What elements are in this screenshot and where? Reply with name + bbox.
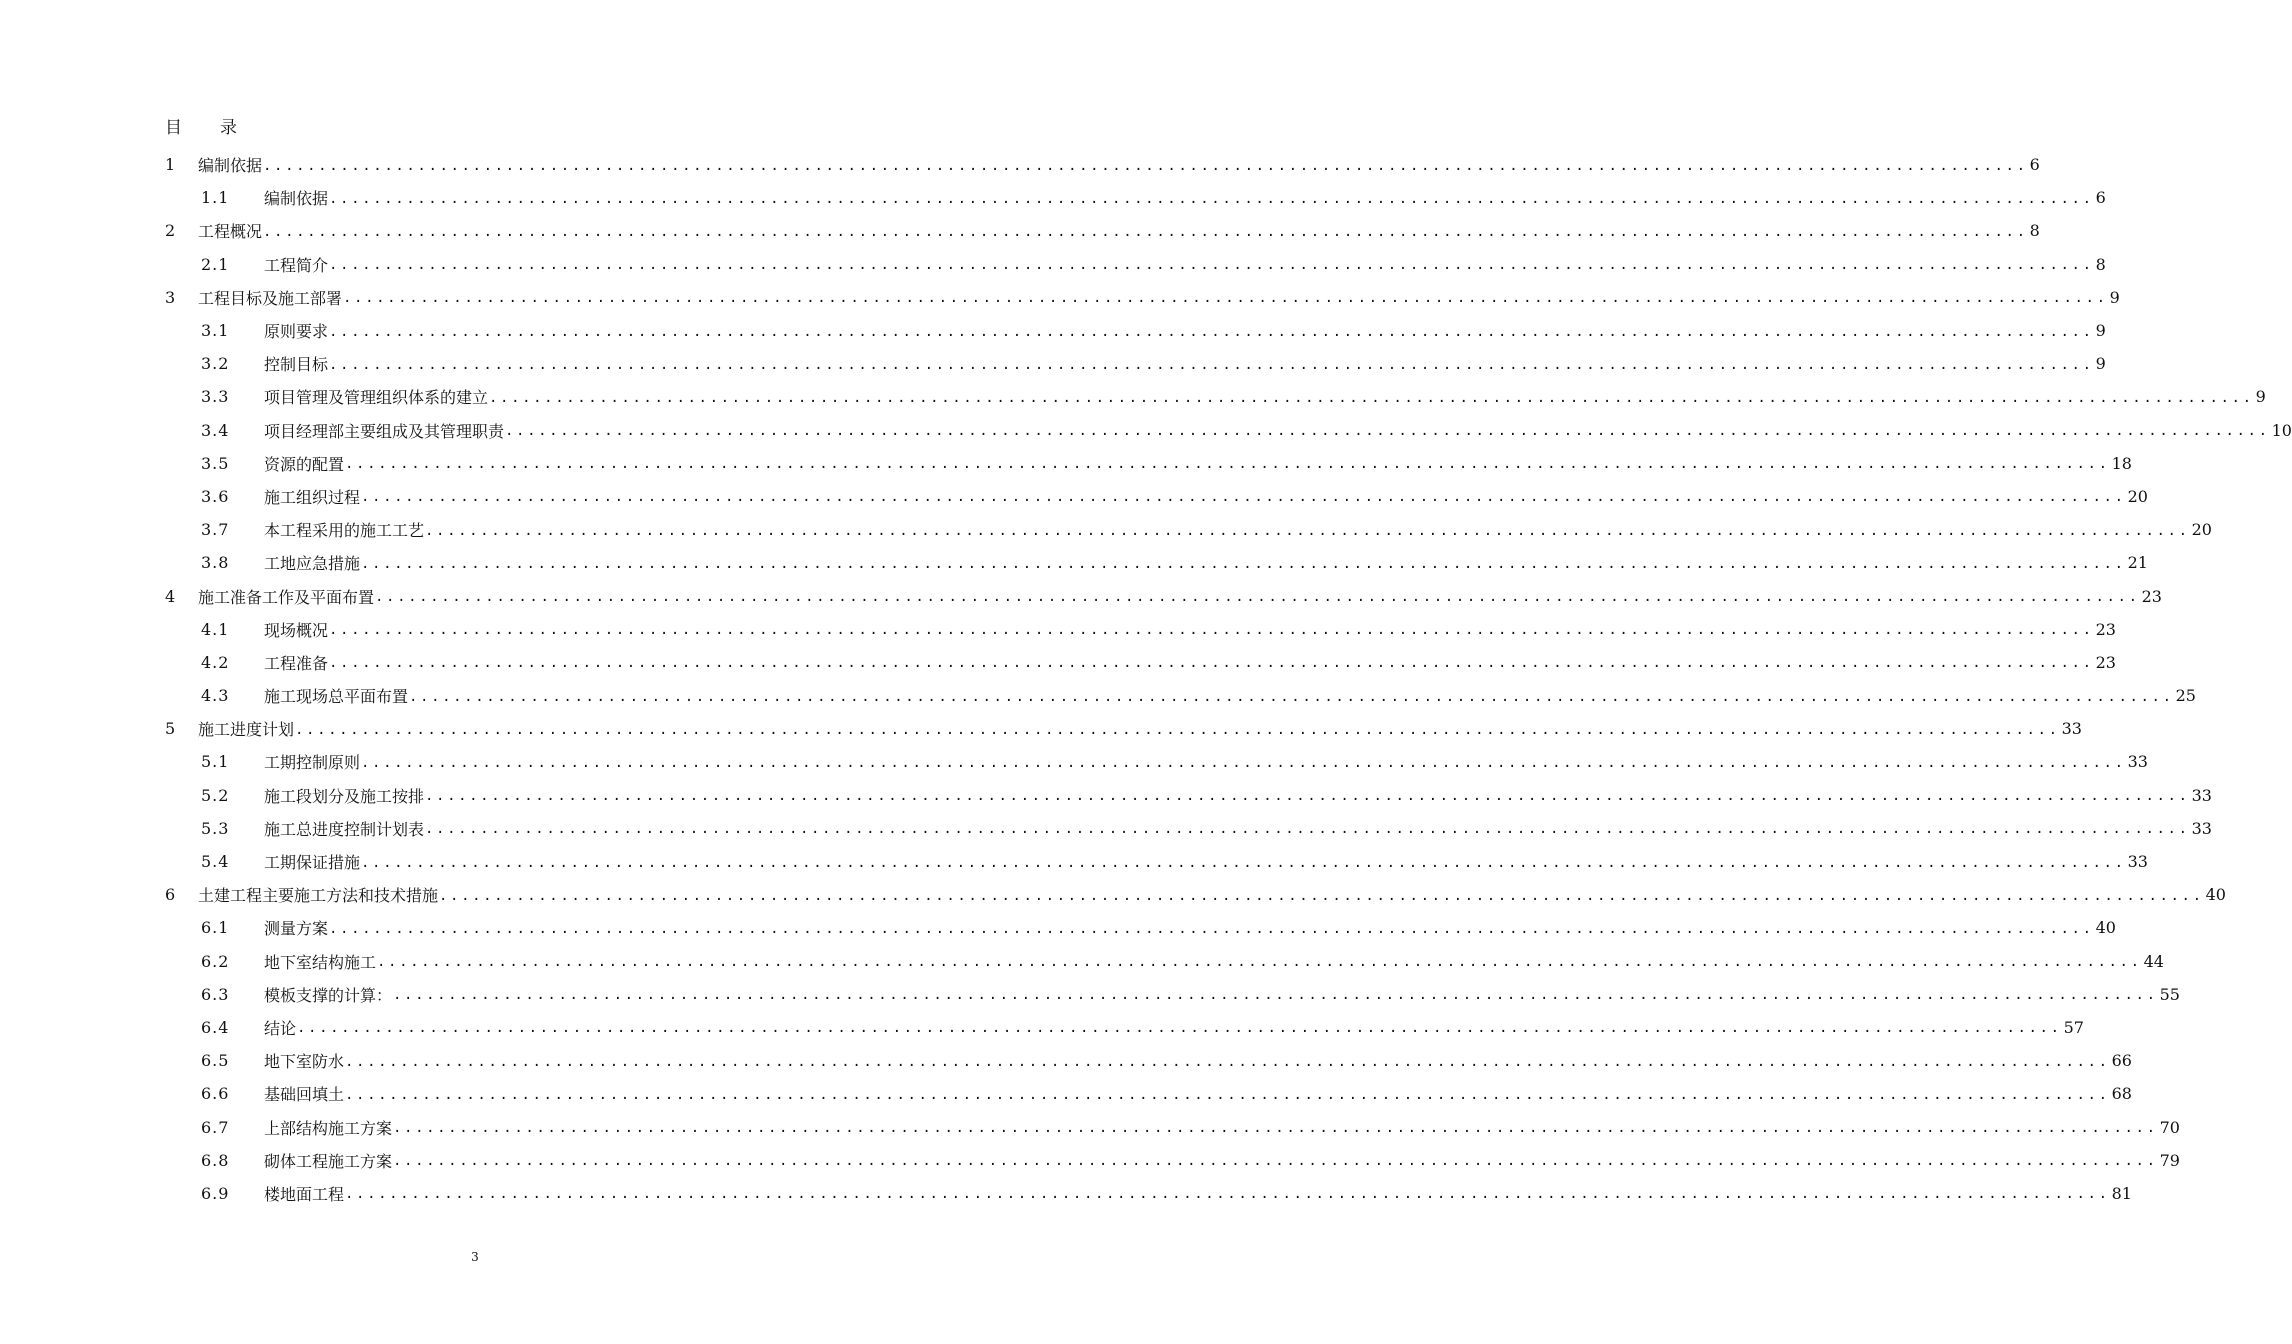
- toc-entry-number: 1: [165, 155, 176, 175]
- dot-leader: ................................................................................................................................................................: [361, 555, 2126, 572]
- toc-entry-title[interactable]: 编制依据: [198, 156, 263, 176]
- dot-leader: ................................................................................................................................................................: [345, 1186, 2110, 1203]
- toc-entry-page: 23: [2095, 619, 2116, 639]
- toc-entry-number: 6.9: [201, 1183, 230, 1203]
- toc-entry[interactable]: [165, 1011, 2084, 1044]
- toc-entry-page: 33: [2191, 785, 2212, 805]
- toc-entry-title[interactable]: 工程准备: [264, 653, 329, 673]
- page-number: 3: [471, 1250, 479, 1264]
- toc-entry-page: 68: [2111, 1084, 2132, 1104]
- toc-entry-page: 33: [2191, 818, 2212, 838]
- toc-entry[interactable]: [165, 447, 2132, 480]
- dot-leader: ................................................................................................................................................................: [297, 1020, 2062, 1037]
- toc-entry-page: 18: [2111, 453, 2132, 473]
- toc-entry-number: 3.5: [201, 453, 230, 473]
- toc-entry-title[interactable]: 施工现场总平面布置: [264, 687, 409, 707]
- toc-entry-page: 33: [2061, 719, 2082, 739]
- toc-entry[interactable]: [165, 945, 2164, 978]
- toc-entry-number: 6.6: [201, 1084, 230, 1104]
- dot-leader: ................................................................................................................................................................: [263, 223, 2028, 240]
- toc-entry-page: 6: [2029, 155, 2040, 175]
- toc-entry-title[interactable]: 施工组织过程: [264, 487, 361, 507]
- dot-leader: ................................................................................................................................................................: [439, 887, 2204, 904]
- toc-entry-title[interactable]: 测量方案: [264, 919, 329, 939]
- toc-entry-title[interactable]: 工期保证措施: [264, 853, 361, 873]
- toc-entry-number: 5.2: [201, 785, 230, 805]
- dot-leader: ................................................................................................................................................................: [329, 257, 2094, 274]
- toc-entry[interactable]: [165, 779, 2212, 812]
- toc-entry-number: 6: [165, 885, 176, 905]
- toc-entry-title[interactable]: 资源的配置: [264, 454, 345, 474]
- toc-entry-title[interactable]: 控制目标: [264, 355, 329, 375]
- toc-entry-page: 33: [2127, 852, 2148, 872]
- toc-entry[interactable]: [165, 845, 2148, 878]
- toc-entry-title[interactable]: 施工准备工作及平面布置: [198, 587, 375, 607]
- dot-leader: ................................................................................................................................................................: [393, 1120, 2158, 1137]
- toc-entry-page: 9: [2255, 387, 2266, 407]
- dot-leader: ................................................................................................................................................................: [425, 821, 2190, 838]
- toc-entry-page: 9: [2095, 321, 2106, 341]
- toc-entry-page: 57: [2063, 1017, 2084, 1037]
- dot-leader: ................................................................................................................................................................: [329, 356, 2094, 373]
- dot-leader: ................................................................................................................................................................: [393, 987, 2158, 1004]
- toc-entry-page: 10: [2271, 420, 2292, 440]
- toc-entry-title[interactable]: 楼地面工程: [264, 1184, 345, 1204]
- toc-entry-number: 6.7: [201, 1117, 230, 1137]
- dot-leader: ................................................................................................................................................................: [263, 157, 2028, 174]
- toc-entry[interactable]: [165, 347, 2106, 380]
- toc-entry-page: 66: [2111, 1051, 2132, 1071]
- toc-entry[interactable]: [165, 314, 2106, 347]
- dot-leader: ................................................................................................................................................................: [345, 1053, 2110, 1070]
- toc-entry-number: 6.8: [201, 1150, 230, 1170]
- toc-entry-page: 81: [2111, 1183, 2132, 1203]
- toc-entry-number: 6.4: [201, 1017, 230, 1037]
- toc-entry-title[interactable]: 上部结构施工方案: [264, 1118, 393, 1138]
- toc-entry-page: 40: [2205, 885, 2226, 905]
- toc-entry-number: 3.3: [201, 387, 230, 407]
- toc-entry-title[interactable]: 原则要求: [264, 322, 329, 342]
- toc-entry-title[interactable]: 结论: [264, 1018, 297, 1038]
- toc-entry[interactable]: [165, 414, 2292, 447]
- toc-entry-page: 70: [2159, 1117, 2180, 1137]
- toc-entry[interactable]: [165, 1177, 2132, 1210]
- toc-entry-number: 2: [165, 221, 176, 241]
- toc-entry-title[interactable]: 施工总进度控制计划表: [264, 819, 425, 839]
- toc-entry-title[interactable]: 本工程采用的施工工艺: [264, 521, 425, 541]
- toc-entry[interactable]: [165, 978, 2180, 1011]
- toc-entry[interactable]: [165, 1144, 2180, 1177]
- toc-entry-title[interactable]: 工程目标及施工部署: [198, 288, 343, 308]
- toc-entry[interactable]: [165, 380, 2266, 413]
- toc-entry-page: 25: [2175, 686, 2196, 706]
- toc-entry-title[interactable]: 现场概况: [264, 620, 329, 640]
- toc-entry[interactable]: [165, 646, 2116, 679]
- dot-leader: ................................................................................................................................................................: [345, 1086, 2110, 1103]
- toc-entry-title[interactable]: 土建工程主要施工方法和技术措施: [198, 886, 439, 906]
- toc-entry[interactable]: [165, 480, 2148, 513]
- toc-heading: [165, 116, 237, 140]
- toc-entry[interactable]: [165, 812, 2212, 845]
- toc-entry-page: 21: [2127, 553, 2148, 573]
- toc-entry[interactable]: [165, 181, 2106, 214]
- dot-leader: ................................................................................................................................................................: [361, 754, 2126, 771]
- dot-leader: ................................................................................................................................................................: [329, 655, 2094, 672]
- dot-leader: ................................................................................................................................................................: [425, 788, 2190, 805]
- toc-entry-title[interactable]: 工地应急措施: [264, 554, 361, 574]
- toc-entry[interactable]: [165, 546, 2148, 579]
- toc-entry[interactable]: [165, 712, 2082, 745]
- dot-leader: ................................................................................................................................................................: [345, 456, 2110, 473]
- toc-entry-number: 4.2: [201, 652, 230, 672]
- toc-entry-page: 55: [2159, 984, 2180, 1004]
- toc-entry-number: 3.2: [201, 354, 230, 374]
- dot-leader: ................................................................................................................................................................: [329, 190, 2094, 207]
- toc-entry[interactable]: [165, 579, 2162, 612]
- toc-entry-title[interactable]: 施工进度计划: [198, 720, 295, 740]
- dot-leader: ................................................................................................................................................................: [377, 954, 2142, 971]
- dot-leader: ................................................................................................................................................................: [329, 323, 2094, 340]
- dot-leader: ................................................................................................................................................................: [361, 489, 2126, 506]
- toc-entry-page: 6: [2095, 188, 2106, 208]
- toc-entry-number: 2.1: [201, 254, 230, 274]
- toc-entry[interactable]: [165, 148, 2040, 181]
- toc-entry-number: 3.1: [201, 321, 230, 341]
- toc-entry[interactable]: [165, 878, 2226, 911]
- toc-entry[interactable]: [165, 1077, 2132, 1110]
- toc-entry[interactable]: [165, 1044, 2132, 1077]
- toc-entry-number: 5.3: [201, 818, 230, 838]
- dot-leader: ................................................................................................................................................................: [295, 721, 2060, 738]
- dot-leader: ................................................................................................................................................................: [425, 522, 2190, 539]
- toc-entry-number: 3.7: [201, 520, 230, 540]
- toc-entry[interactable]: [165, 1110, 2180, 1143]
- toc-entry-number: 4.3: [201, 686, 230, 706]
- toc-entry-page: 9: [2095, 354, 2106, 374]
- toc-entry-title[interactable]: 工期控制原则: [264, 753, 361, 773]
- toc-entry-title[interactable]: 模板支撑的计算：: [264, 985, 393, 1005]
- toc-entry-page: 23: [2141, 586, 2162, 606]
- toc-entry-number: 6.2: [201, 951, 230, 971]
- toc-entry-title[interactable]: 项目管理及管理组织体系的建立: [264, 388, 489, 408]
- toc-entry-page: 79: [2159, 1150, 2180, 1170]
- toc-entry[interactable]: [165, 513, 2212, 546]
- toc-heading-left: 目: [165, 118, 182, 138]
- toc-entry[interactable]: [165, 248, 2106, 281]
- toc-entry-title[interactable]: 工程概况: [198, 222, 263, 242]
- toc-entry-page: 23: [2095, 652, 2116, 672]
- dot-leader: ................................................................................................................................................................: [489, 389, 2254, 406]
- toc-entry-number: 3.4: [201, 420, 230, 440]
- toc-entry[interactable]: [165, 911, 2116, 944]
- dot-leader: ................................................................................................................................................................: [329, 622, 2094, 639]
- toc-entry-page: 44: [2143, 951, 2164, 971]
- toc-entry-title[interactable]: 基础回填土: [264, 1085, 345, 1105]
- toc-entry-number: 1.1: [201, 188, 230, 208]
- dot-leader: ................................................................................................................................................................: [343, 290, 2108, 307]
- toc-entry[interactable]: [165, 214, 2040, 247]
- toc-entry-title[interactable]: 地下室防水: [264, 1052, 345, 1072]
- toc-entry-page: 9: [2109, 287, 2120, 307]
- toc-entry-page: 40: [2095, 918, 2116, 938]
- toc-entry-title[interactable]: 项目经理部主要组成及其管理职责: [264, 421, 505, 441]
- toc-entry-number: 5.4: [201, 852, 230, 872]
- toc-entry[interactable]: [165, 281, 2120, 314]
- toc-entry-page: 20: [2191, 520, 2212, 540]
- toc-entry-number: 3: [165, 287, 176, 307]
- toc-entry-number: 5.1: [201, 752, 230, 772]
- toc-entry-title[interactable]: 编制依据: [264, 189, 329, 209]
- toc-entry-number: 3.8: [201, 553, 230, 573]
- dot-leader: ................................................................................................................................................................: [361, 854, 2126, 871]
- toc-entry[interactable]: [165, 745, 2148, 778]
- toc-entry[interactable]: [165, 679, 2196, 712]
- toc-entry-page: 33: [2127, 752, 2148, 772]
- toc-entry-title[interactable]: 地下室结构施工: [264, 952, 377, 972]
- toc-entry-number: 6.3: [201, 984, 230, 1004]
- toc-entry-number: 4: [165, 586, 176, 606]
- toc-heading-right: 录: [220, 118, 237, 138]
- toc-entry-number: 3.6: [201, 486, 230, 506]
- dot-leader: ................................................................................................................................................................: [375, 589, 2140, 606]
- toc-entry-title[interactable]: 砌体工程施工方案: [264, 1151, 393, 1171]
- toc-entry-number: 4.1: [201, 619, 230, 639]
- toc-entry-title[interactable]: 工程简介: [264, 255, 329, 275]
- toc-entry-page: 8: [2095, 254, 2106, 274]
- toc-entry-number: 6.5: [201, 1051, 230, 1071]
- dot-leader: ................................................................................................................................................................: [505, 423, 2270, 440]
- dot-leader: ................................................................................................................................................................: [393, 1153, 2158, 1170]
- dot-leader: ................................................................................................................................................................: [409, 688, 2174, 705]
- toc-entry-page: 20: [2127, 486, 2148, 506]
- toc-entry-number: 5: [165, 719, 176, 739]
- toc-entry-number: 6.1: [201, 918, 230, 938]
- toc-entry[interactable]: [165, 613, 2116, 646]
- dot-leader: ................................................................................................................................................................: [329, 920, 2094, 937]
- toc-entry-page: 8: [2029, 221, 2040, 241]
- toc-entry-title[interactable]: 施工段划分及施工按排: [264, 786, 425, 806]
- table-of-contents: [165, 148, 2292, 1210]
